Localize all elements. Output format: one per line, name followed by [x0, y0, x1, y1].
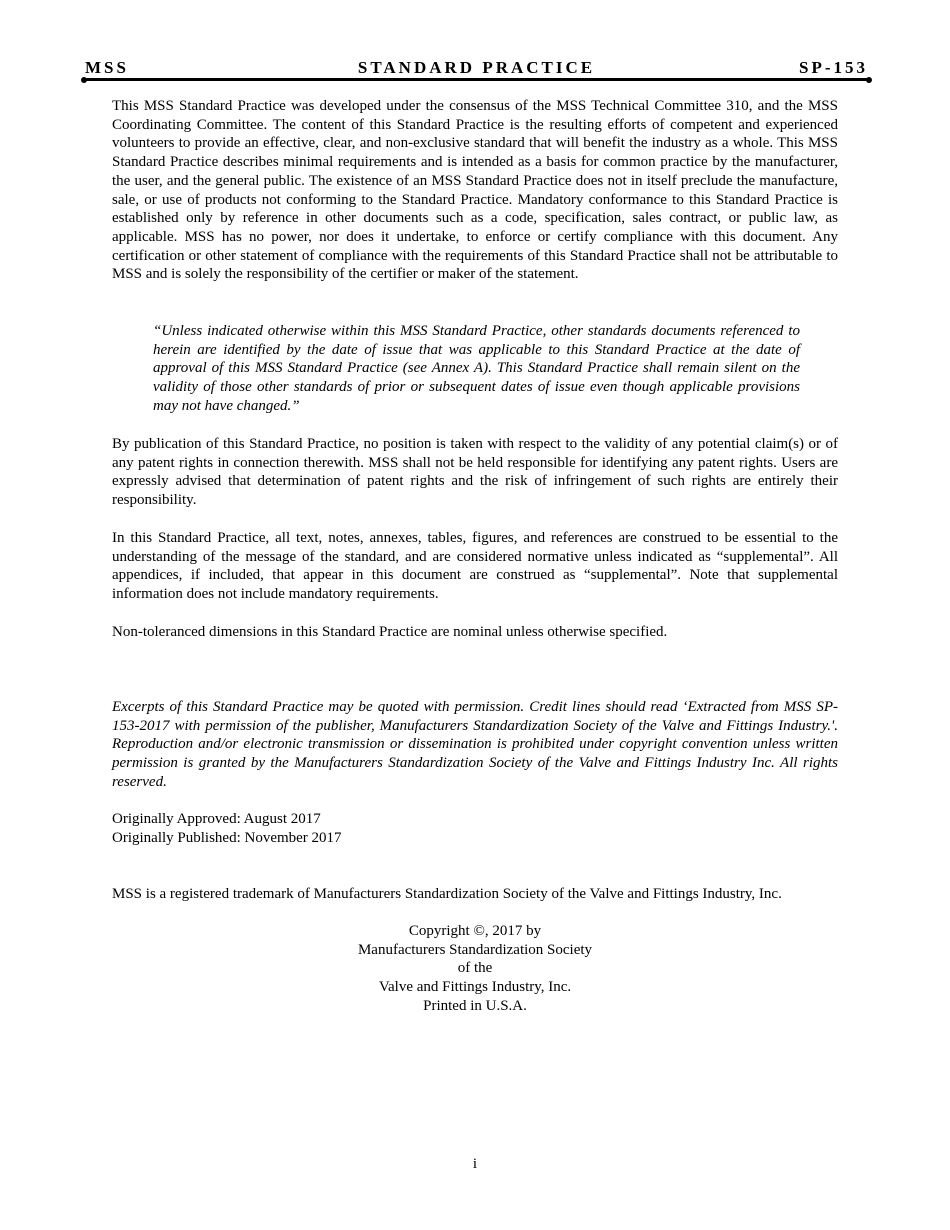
- page-header: [85, 56, 868, 80]
- excerpts-paragraph: Excerpts of this Standard Practice may be quoted with permission. Credit lines should read ‘Extracted from MSS SP-153-2017 with permission of the publisher, Manufacturers Standardization Society of the Valve and Fittings Industry.'. Reproduction and/or electronic transmission or dissemination is prohibited under copyright convention unless written permission is granted by the Manufacturers Standardization Society of the Valve and Fittings Industry Inc. All rights reserved.: [112, 699, 838, 790]
- intro-paragraph: This MSS Standard Practice was developed under the consensus of the MSS Technical Committee 310, and the MSS Coordinating Committee. The content of this Standard Practice is the resulting efforts of competent and experienced volunteers to provide an effective, clear, and non-exclusive standard that will benefit the industry as a whole. This MSS Standard Practice describes minimal requirements and is intended as a basis for common practice by the manufacturer, the user, and the general public. The existence of an MSS Standard Practice does not in itself preclude the manufacture, sale, or use of products not conforming to the Standard Practice. Mandatory conformance to this Standard Practice is established only by reference in other documents such as a code, specification, sales contract, or public law, as applicable. MSS has no power, nor does it undertake, to enforce or certify compliance with this document. Any certification or other statement of compliance with the requirements of this Standard Practice shall not be attributable to MSS and is solely the responsibility of the certifier or maker of the statement.: [112, 98, 838, 283]
- header-rule: [84, 78, 869, 81]
- dimensions-paragraph: Non-toleranced dimensions in this Standard Practice are nominal unless otherwise specified.: [112, 624, 668, 640]
- dated-references-quote: “Unless indicated otherwise within this MSS Standard Practice, other standards documents referenced to herein are identified by the date of issue that was applicable to this Standard Practice at the date of approval of this MSS Standard Practice (see Annex A). This Standard Practice shall remain silent on the validity of those other standards of prior or subsequent dates of issue even though applicable provisions may not have changed.”: [153, 323, 800, 414]
- header-org: MSS: [85, 58, 129, 77]
- copyright-line: Copyright ©, 2017 by: [408, 923, 542, 939]
- copyright-of-line: of the: [457, 960, 493, 977]
- header-standard-number: SP-153: [799, 58, 868, 77]
- copyright-industry-line: Valve and Fittings Industry, Inc.: [378, 979, 572, 996]
- page-number: i: [472, 1156, 478, 1172]
- trademark-notice: MSS is a registered trademark of Manufacturers Standardization Society of the Valve and Fittings Industry, Inc.: [112, 886, 782, 902]
- normative-paragraph: In this Standard Practice, all text, notes, annexes, tables, figures, and references are construed to be essential to the understanding of the message of the standard, and are considered normative unless indicated as “supplemental”. All appendices, if included, that appear in this document are construed as “supplemental”. Note that supplemental information does not include mandatory requirements.: [112, 530, 838, 603]
- printed-in-line: Printed in U.S.A.: [423, 997, 527, 1014]
- header-title: STANDARD PRACTICE: [357, 58, 596, 77]
- copyright-org-line: Manufacturers Standardization Society: [357, 941, 593, 958]
- originally-published: Originally Published: November 2017: [112, 830, 342, 846]
- originally-approved: Originally Approved: August 2017: [112, 811, 321, 827]
- patent-paragraph: By publication of this Standard Practice, no position is taken with respect to the validity of any potential claim(s) or of any patent rights in connection therewith. MSS shall not be held responsible for identifying any patent rights. Users are expressly advised that determination of patent rights and the risk of infringement of such rights are entirely their responsibility.: [112, 436, 838, 509]
- copyright-block: [112, 922, 838, 1016]
